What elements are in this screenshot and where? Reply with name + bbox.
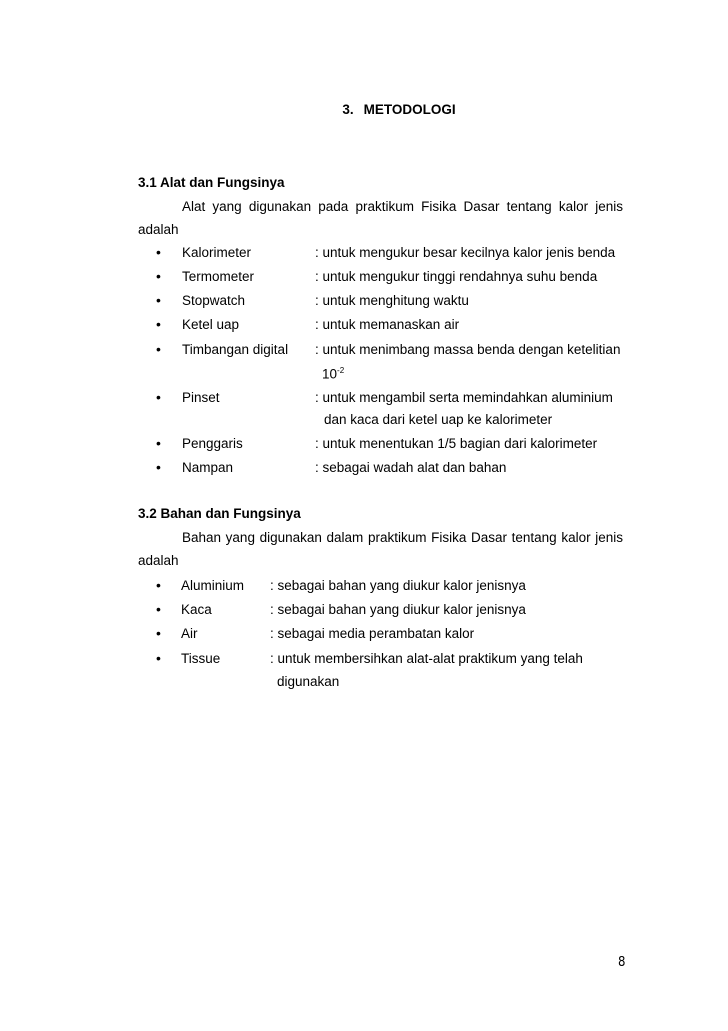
bullet-icon: • (156, 341, 161, 357)
section-heading-bahan: 3.2 Bahan dan Fungsinya (138, 506, 301, 521)
alat-name: Pinset (182, 390, 220, 405)
intro-line-1: Alat yang digunakan pada praktikum Fisika Dasar tentang kalor jenis (182, 199, 623, 214)
bullet-icon: • (156, 316, 161, 332)
bahan-name: Air (181, 626, 198, 641)
chapter-title-text: METODOLOGI (363, 102, 456, 117)
bullet-icon: • (156, 268, 161, 284)
alat-desc: : untuk menimbang massa benda dengan ketelitian (315, 342, 621, 357)
bahan-name: Aluminium (181, 578, 245, 593)
chapter-number: 3. (342, 102, 354, 117)
bahan-desc: : untuk membersihkan alat-alat praktikum yang telah (270, 651, 583, 666)
bahan-name: Tissue (181, 651, 221, 666)
bahan-desc: : sebagai bahan yang diukur kalor jenisnya (270, 578, 526, 593)
bullet-icon: • (156, 389, 161, 405)
alat-desc: : untuk memanaskan air (315, 317, 460, 332)
bullet-icon: • (156, 650, 161, 666)
bahan-desc: : sebagai media perambatan kalor (270, 626, 475, 641)
intro-line-2: adalah (138, 553, 179, 568)
bullet-icon: • (156, 459, 161, 475)
alat-name: Ketel uap (182, 317, 240, 332)
alat-desc: : untuk menghitung waktu (315, 293, 469, 308)
page-number: 8 (618, 955, 626, 970)
bullet-icon: • (156, 244, 161, 260)
bullet-icon: • (156, 601, 161, 617)
bahan-desc-continuation: digunakan (277, 674, 340, 689)
alat-desc-continuation: dan kaca dari ketel uap ke kalorimeter (324, 412, 553, 427)
bahan-desc: : sebagai bahan yang diukur kalor jenisnya (270, 602, 526, 617)
bullet-icon: • (156, 625, 161, 641)
section-intro-bahan (138, 530, 623, 545)
alat-name: Timbangan digital (182, 342, 289, 357)
alat-desc: : untuk mengukur besar kecilnya kalor jenis benda (315, 245, 616, 260)
alat-desc: : untuk mengambil serta memindahkan aluminium (315, 390, 613, 405)
alat-name: Penggaris (182, 436, 243, 451)
bullet-icon: • (156, 435, 161, 451)
bullet-icon: • (156, 577, 161, 593)
alat-name: Termometer (182, 269, 255, 284)
alat-desc: : untuk mengukur tinggi rendahnya suhu benda (315, 269, 598, 284)
intro-line-2: adalah (138, 222, 179, 237)
precision-exponent: -2 (337, 366, 345, 375)
alat-desc: : untuk menentukan 1/5 bagian dari kalorimeter (315, 436, 598, 451)
precision-base: 10 (322, 366, 338, 382)
section-heading-alat: 3.1 Alat dan Fungsinya (138, 175, 285, 190)
alat-name: Nampan (182, 460, 234, 475)
alat-name: Kalorimeter (182, 245, 252, 260)
intro-line-1: Bahan yang digunakan dalam praktikum Fisika Dasar tentang kalor jenis (182, 530, 623, 545)
alat-desc-continuation (322, 366, 344, 382)
bullet-icon: • (156, 292, 161, 308)
bahan-name: Kaca (181, 602, 212, 617)
alat-desc: : sebagai wadah alat dan bahan (315, 460, 507, 475)
section-intro-alat (138, 199, 623, 214)
alat-name: Stopwatch (182, 293, 246, 308)
chapter-title (0, 102, 728, 117)
